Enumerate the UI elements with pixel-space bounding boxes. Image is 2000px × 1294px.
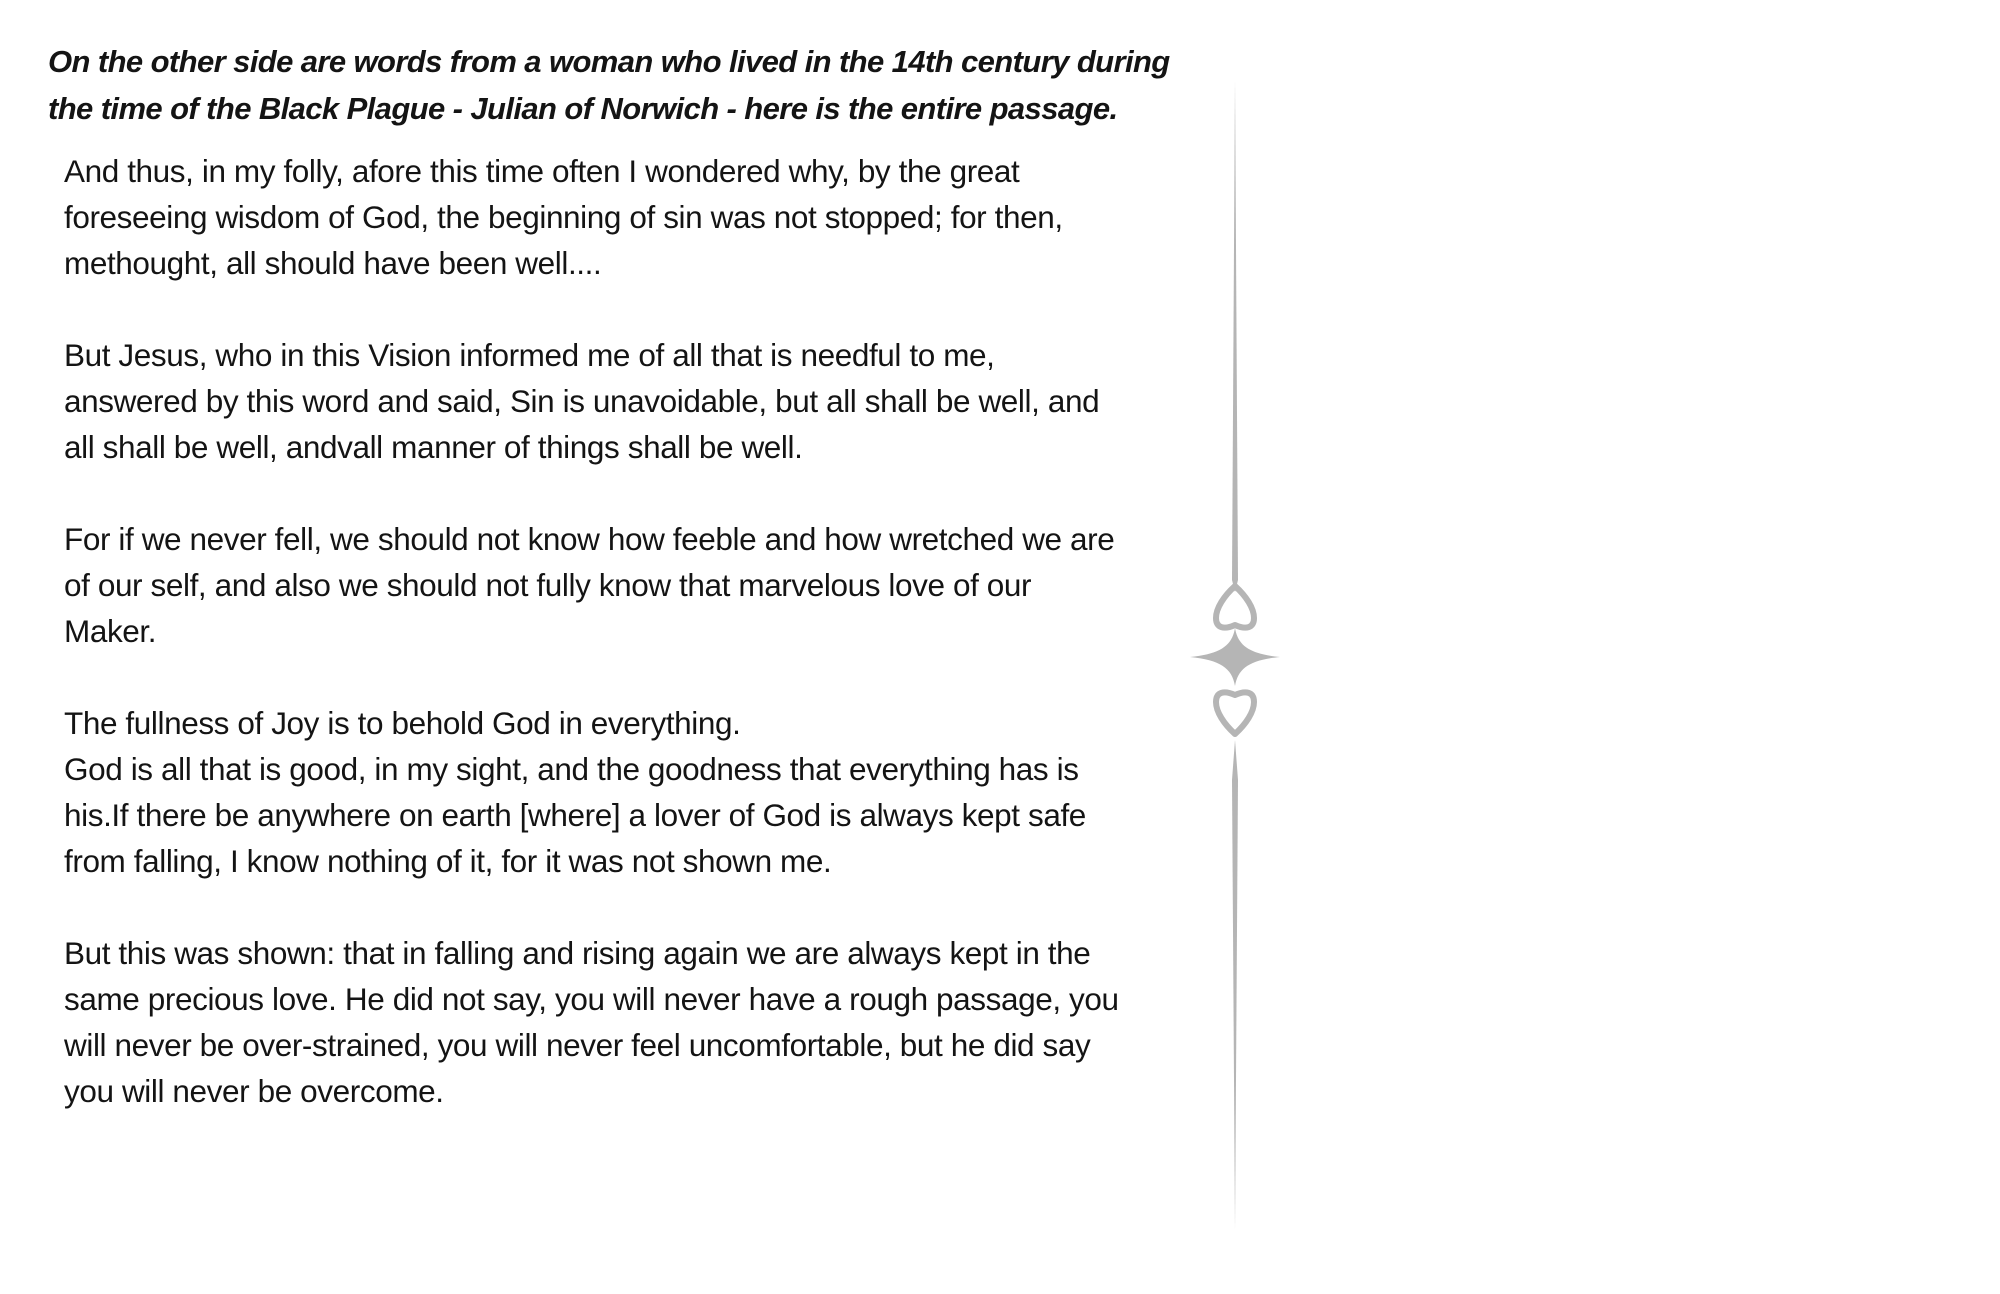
passage-paragraph: God is all that is good, in my sight, and the goodness that everything has is his.If there be anywhere on earth [where] a lover of God is always kept safe from falling, I know nothing of it, for it was not shown me. bbox=[64, 751, 1086, 879]
passage-paragraph: And thus, in my folly, afore this time often I wondered why, by the great foreseeing wisdom of God, the beginning of sin was not stopped; for then, methought, all should have been well.... bbox=[64, 153, 1063, 281]
passage-paragraph: The fullness of Joy is to behold God in everything. bbox=[64, 705, 741, 741]
ornamental-divider-icon bbox=[1190, 80, 1280, 1230]
passage-paragraph: For if we never fell, we should not know how feeble and how wretched we are of our self, and also we should not fully know that marvelous love of our Maker. bbox=[64, 521, 1115, 649]
intro-heading: On the other side are words from a woman who lived in the 14th century during the time of the Black Plague - Julian of Norwich - here is the entire passage. bbox=[48, 44, 1170, 126]
passage-paragraph: But this was shown: that in falling and rising again we are always kept in the same precious love. He did not say, you will never have a rough passage, you will never be over-strained, you will never feel uncomfortable, but he did say you will never be overcome. bbox=[64, 935, 1119, 1109]
passage-paragraph: But Jesus, who in this Vision informed me of all that is needful to me, answered by this word and said, Sin is unavoidable, but all shall be well, and all shall be well, andvall manner of things shall be well. bbox=[64, 337, 1100, 465]
passage-text bbox=[64, 148, 1184, 1160]
